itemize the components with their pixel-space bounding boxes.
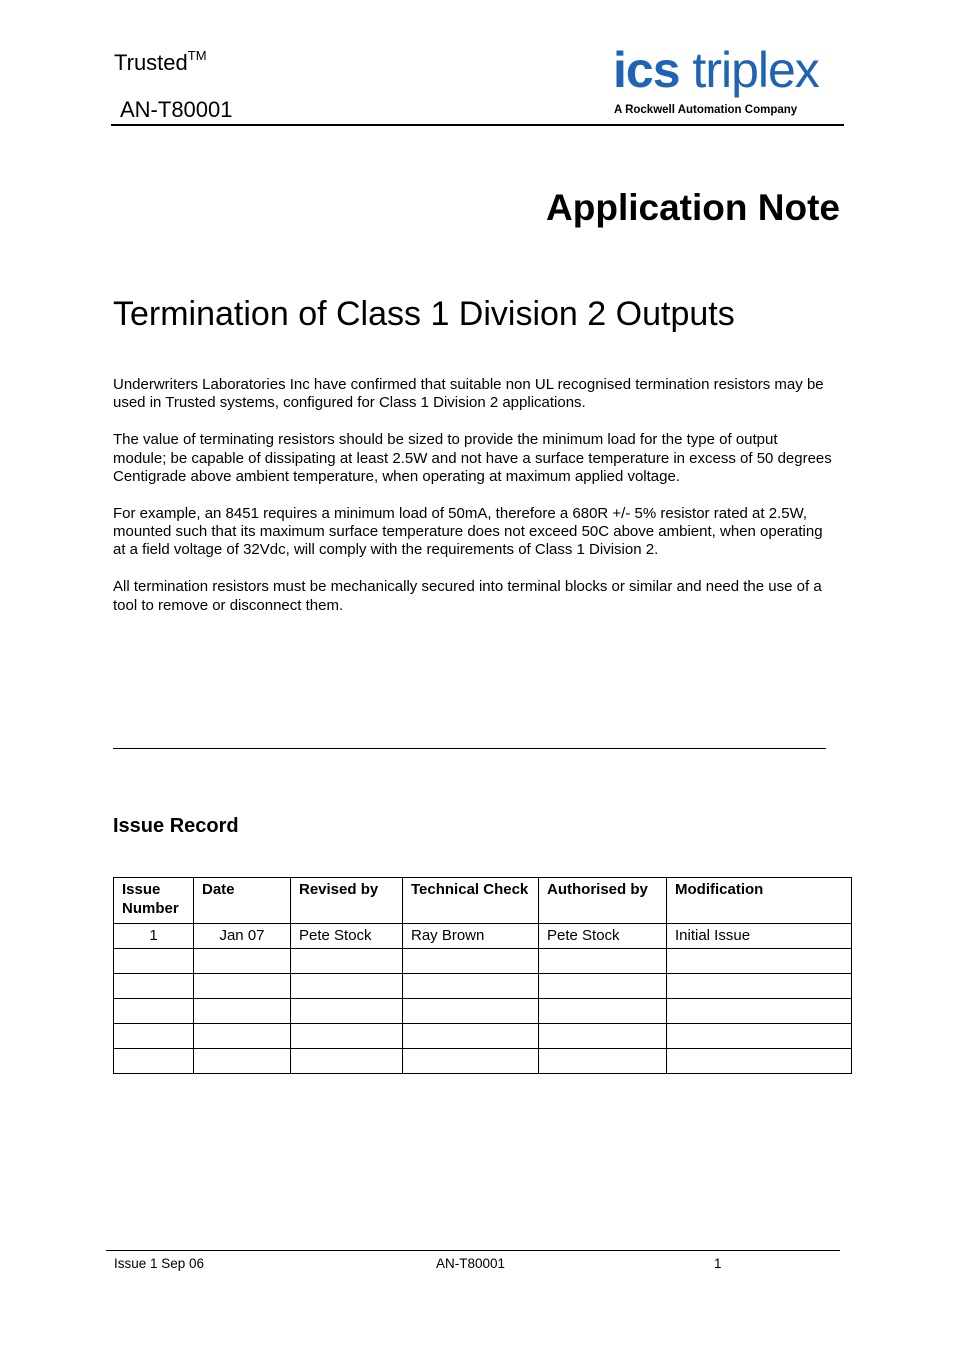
cell-technical-check — [403, 974, 539, 999]
cell-issue-number — [114, 949, 194, 974]
cell-modification — [667, 1049, 852, 1074]
table-row — [114, 949, 852, 974]
cell-revised-by: Pete Stock — [291, 924, 403, 949]
cell-revised-by — [291, 999, 403, 1024]
cell-technical-check: Ray Brown — [403, 924, 539, 949]
table-row — [114, 924, 852, 949]
table-header-row — [114, 878, 852, 924]
cell-authorised-by — [539, 974, 667, 999]
cell-date — [194, 999, 291, 1024]
cell-authorised-by: Pete Stock — [539, 924, 667, 949]
product-name-text: Trusted — [114, 50, 188, 75]
section-divider — [113, 748, 826, 749]
column-header-modification: Modification — [667, 878, 852, 924]
cell-date — [194, 1024, 291, 1049]
cell-revised-by — [291, 1049, 403, 1074]
cell-revised-by — [291, 1024, 403, 1049]
paragraph: For example, an 8451 requires a minimum load of 50mA, therefore a 680R +/- 5% resistor rated at 2.5W, mounted such that its maximum surface temperature does not exceed 50C above ambient, when operating at a field voltage of 32Vdc, will comply with the requirements of Class 1 Division 2. — [113, 504, 823, 559]
footer-issue: Issue 1 Sep 06 — [114, 1256, 205, 1271]
footer-divider — [106, 1250, 840, 1251]
cell-issue-number — [114, 974, 194, 999]
footer-doc-code: AN-T80001 — [436, 1256, 506, 1271]
cell-authorised-by — [539, 1024, 667, 1049]
column-header-date: Date — [194, 878, 291, 924]
cell-authorised-by — [539, 999, 667, 1024]
cell-revised-by — [291, 949, 403, 974]
table-row — [114, 1049, 852, 1074]
column-header-authorised-by: Authorised by — [539, 878, 667, 924]
ics-triplex-logo — [610, 44, 846, 120]
body-text — [113, 376, 833, 633]
column-header-revised-by: Revised by — [291, 878, 403, 924]
cell-issue-number: 1 — [114, 924, 194, 949]
product-name — [114, 50, 207, 76]
header-doc-code: AN-T80001 — [120, 97, 233, 122]
cell-authorised-by — [539, 1049, 667, 1074]
cell-technical-check — [403, 949, 539, 974]
document-type-heading: Application Note — [546, 187, 840, 228]
cell-modification — [667, 974, 852, 999]
logo-wordmark — [613, 44, 819, 96]
column-header-technical-check: Technical Check — [403, 878, 539, 924]
cell-date — [194, 1049, 291, 1074]
issue-record-heading: Issue Record — [113, 815, 239, 837]
footer-page-number: 1 — [714, 1256, 722, 1271]
cell-issue-number — [114, 1024, 194, 1049]
cell-modification: Initial Issue — [667, 924, 852, 949]
cell-modification — [667, 949, 852, 974]
paragraph: The value of terminating resistors should be sized to provide the minimum load for the type of output module; be capable of dissipating at least 2.5W and not have a surface temperature in excess of 50 degrees Centigrade above ambient temperature, when operating at maximum applied voltage. — [113, 431, 832, 485]
cell-technical-check — [403, 1024, 539, 1049]
logo-word-ics: ics — [613, 42, 680, 98]
table-row — [114, 974, 852, 999]
cell-issue-number — [114, 1049, 194, 1074]
cell-issue-number — [114, 999, 194, 1024]
column-header-issue-number: Issue Number — [114, 878, 194, 924]
cell-date — [194, 949, 291, 974]
logo-word-triplex: triplex — [692, 42, 819, 98]
cell-modification — [667, 1024, 852, 1049]
paragraph: All termination resistors must be mechanically secured into terminal blocks or similar and need the use of a tool to remove or disconnect them. — [113, 578, 822, 614]
trademark-superscript: TM — [187, 48, 207, 63]
cell-revised-by — [291, 974, 403, 999]
table-row — [114, 1024, 852, 1049]
cell-technical-check — [403, 1049, 539, 1074]
document-title: Termination of Class 1 Division 2 Outputs — [113, 295, 735, 333]
cell-technical-check — [403, 999, 539, 1024]
cell-date — [194, 974, 291, 999]
paragraph: Underwriters Laboratories Inc have confirmed that suitable non UL recognised termination resistors may be used in Trusted systems, configured for Class 1 Division 2 applications. — [113, 376, 824, 412]
logo-tagline: A Rockwell Automation Company — [614, 104, 798, 116]
header-divider — [111, 124, 844, 126]
cell-authorised-by — [539, 949, 667, 974]
issue-record-table — [113, 877, 852, 1074]
table-row — [114, 999, 852, 1024]
cell-date: Jan 07 — [194, 924, 291, 949]
cell-modification — [667, 999, 852, 1024]
